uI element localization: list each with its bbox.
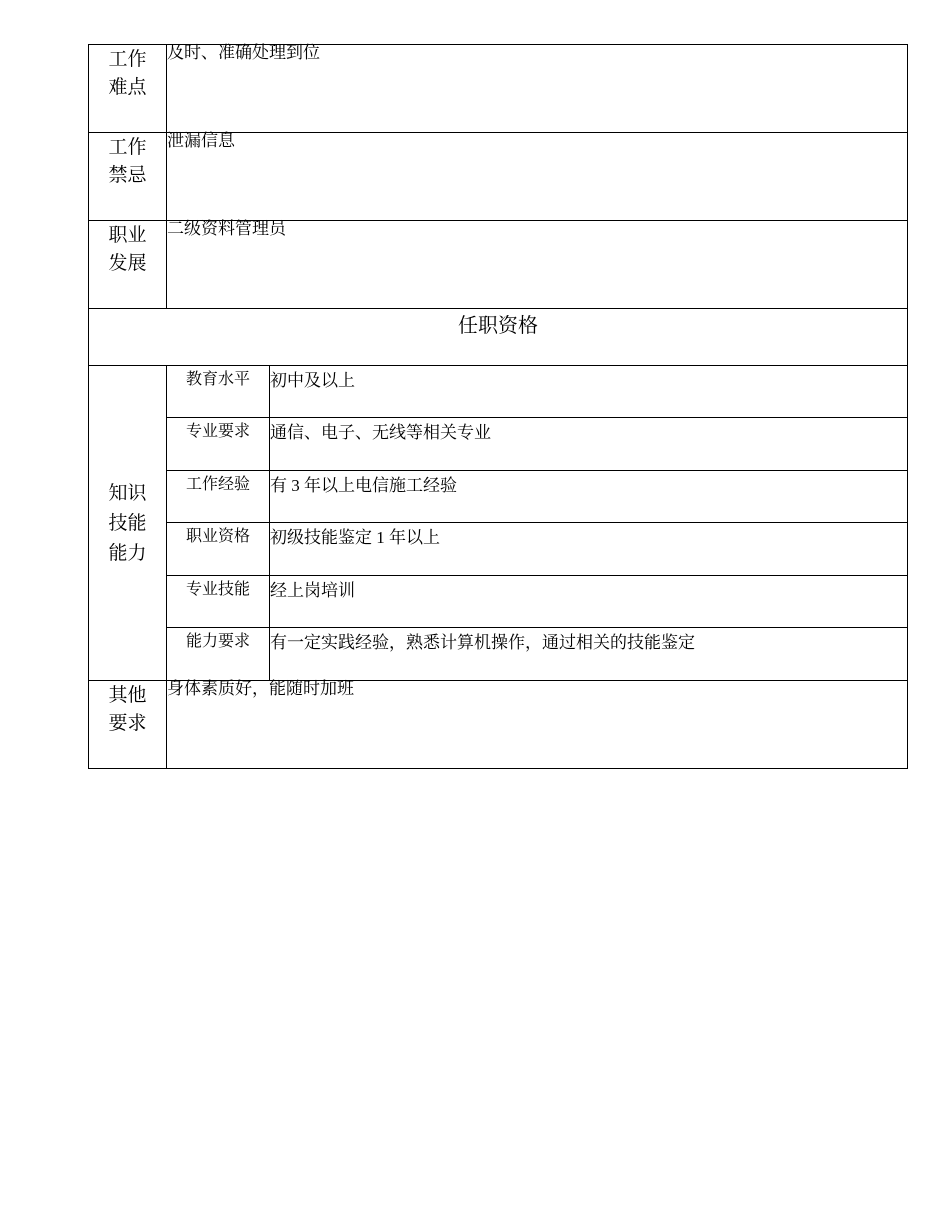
label-cell — [89, 45, 167, 133]
row-other-requirements — [89, 681, 908, 769]
qual-row — [89, 418, 908, 471]
qual-item-label: 专业要求 — [167, 418, 270, 471]
label-cell — [89, 133, 167, 221]
qual-item-label: 工作经验 — [167, 471, 270, 523]
qual-item-value: 初中及以上 — [270, 366, 908, 418]
row-value: 身体素质好，能随时加班 — [167, 679, 354, 698]
qual-item-value: 通信、电子、无线等相关专业 — [270, 418, 908, 471]
label-cell — [89, 681, 167, 769]
value-cell — [167, 133, 908, 221]
value-cell — [167, 221, 908, 309]
qual-item-value: 初级技能鉴定 1 年以上 — [270, 523, 908, 576]
qual-row — [89, 576, 908, 628]
qual-row — [89, 628, 908, 681]
value-cell — [167, 45, 908, 133]
value-cell — [167, 681, 908, 769]
qual-item-label: 职业资格 — [167, 523, 270, 576]
job-qualification-table — [88, 44, 908, 769]
row-value: 二级资料管理员 — [167, 219, 286, 238]
row-label: 工作难点 — [108, 48, 147, 98]
qual-item-label: 专业技能 — [167, 576, 270, 628]
row-label: 其他要求 — [108, 684, 147, 734]
label-cell — [89, 221, 167, 309]
qual-item-value: 有 3 年以上电信施工经验 — [270, 471, 908, 523]
qual-item-label: 能力要求 — [167, 628, 270, 681]
row-work-taboo — [89, 133, 908, 221]
section-header-row — [89, 309, 908, 366]
row-label: 职业发展 — [108, 224, 147, 274]
qual-group-label: 知识技能能力 — [108, 482, 147, 564]
qual-row — [89, 523, 908, 576]
row-career-development — [89, 221, 908, 309]
qual-row — [89, 471, 908, 523]
row-label: 工作禁忌 — [108, 136, 147, 186]
section-header: 任职资格 — [89, 309, 908, 366]
qual-group-label-cell — [89, 366, 167, 681]
qual-item-value: 有一定实践经验，熟悉计算机操作，通过相关的技能鉴定 — [270, 628, 908, 681]
qual-row — [89, 366, 908, 418]
row-value: 泄漏信息 — [167, 131, 235, 150]
qual-item-label: 教育水平 — [167, 366, 270, 418]
row-value: 及时、准确处理到位 — [167, 43, 320, 62]
qual-item-value: 经上岗培训 — [270, 576, 908, 628]
row-work-difficulty — [89, 45, 908, 133]
